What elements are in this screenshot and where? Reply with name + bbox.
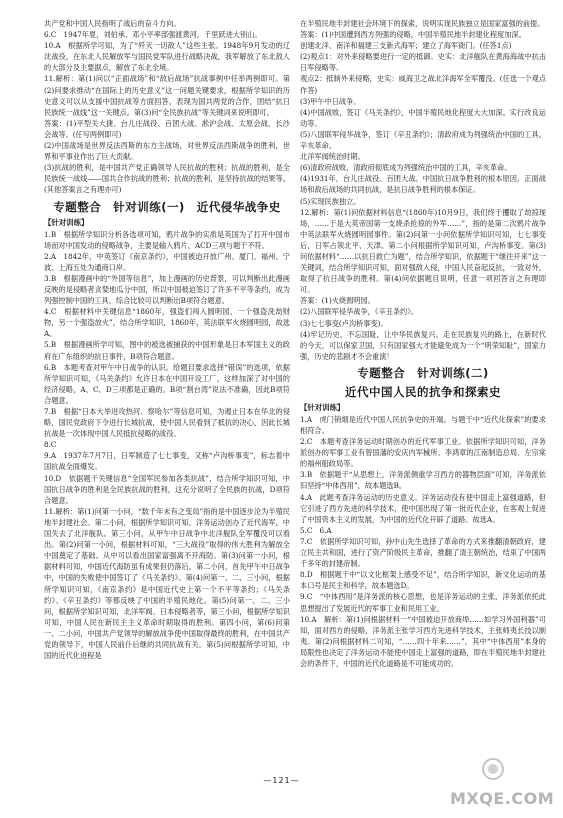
answer-paragraph: 7.C 依据所学知识可知，孙中山先生选择了革命的方式来推翻清朝政府，建立民主共和国，进行了资产阶级民主革命，推翻了清王朝统治，结束了中国两千多年的封建帝制。 bbox=[300, 536, 546, 569]
answer-paragraph: (4)1931年，台儿庄战役、百团大战。中国抗日战争胜利的根本原因，正面战场和敌后战场的共同抗战，是抗日战争胜利的根本保证。 bbox=[300, 174, 546, 195]
watermark-logo-icon bbox=[482, 758, 504, 780]
answer-paragraph: 共产党和中国人民指明了战后的奋斗方向。 bbox=[44, 19, 181, 28]
answer-paragraph: 10.A 根据所学可知，为了“歼灭一切敌人”这些主张。1948年9月发动的辽沈战役，在东北人民解放军与国民党军队进行战略决战，我军解放了东北敌人的大部分及主要据点，解放了东北全境。 bbox=[44, 41, 290, 73]
answer-paragraph: 8.C bbox=[44, 440, 57, 450]
answer-paragraph: (3)甲午中日战争。 bbox=[300, 96, 361, 106]
answer-paragraph: 6.B 本题考查对甲午中日战争的认识。给题目要求选择“错误”的选项，依据所学知识可知，《马关条约》允许日本在中国开设工厂，这样加深了对中国的经济侵略，A、C、D三项都是正确的。B项“割台湾”说法不准确，因此B项符合题意。 bbox=[44, 362, 290, 405]
answer-paragraph: (4)牢记历史，不忘国耻，让中华民族复兴。走在民族复兴的路上，在新时代的今天，可以保家卫国，只有国家强大才能避免成为一个“明荣知耻”，国家力强，历史的悲剧才不会重演！ bbox=[300, 329, 546, 361]
section-heading: 近代中国人民的抗争和探索史 bbox=[345, 384, 501, 399]
answer-paragraph: 1.A 虎门销烟是近代中国人民抗争史的开端。与题干中“近代化探索”的要求相符合。 bbox=[300, 414, 546, 435]
answer-paragraph: (2)观点1：对外来侵略要进行一定的抵御。史实：北洋舰队在黄海海战中抗击日军侵略等。 bbox=[300, 52, 546, 73]
section-heading: 专题整合 针对训练(一) 近代侵华战争史 bbox=[53, 199, 281, 214]
watermark-text: MXQE.COM bbox=[450, 789, 555, 808]
answer-paragraph: 在半殖民地半封建社会环境下的探索，说明实现民族独立是国家富强的前提。 bbox=[300, 19, 545, 28]
answer-paragraph: 1.B 根据所学知识分析各选项可知，鸦片战争的实质是英国为了打开中国市场而对中国发动的侵略战争，主要是输入鸦片，ACD三项与题干不符。 bbox=[44, 229, 290, 250]
answer-paragraph: (2)中国战场是世界反法西斯的东方主战场，对世界反法西斯战争的胜利，世界和平事业作出了巨大贡献。 bbox=[44, 141, 290, 162]
answer-paragraph: 7.B 根据“日本大举进攻热河、察哈尔”等信息可知，为遏止日本在华北的侵略，国民党政府下令进行长城抗战，使中国人民看到了抵抗的决心，因此长城抗战是一次体现中国人民抵抗侵略的战役。 bbox=[44, 407, 290, 439]
answer-paragraph: (3)七七事变(卢沟桥事变)。 bbox=[300, 318, 388, 328]
answer-paragraph: 6.C 1947年夏，刘伯承、邓小平率部强渡黄河，千里跃进大别山。 bbox=[44, 30, 262, 40]
answer-paragraph: 11.解析：第(1)问以“正面战场”和“敌后战场”抗战事例中任举两例即可。第(2)问要求推动“在国际上的历史意义”这一问题关键要求，根据所学知识的历史意义可以从支援中国抗战等方面回答，表现为国共两党的合作，团结“抗日民族统一战线”这一关键点。第(3)问“全民族抗战”等关键词来说明即可。 bbox=[44, 74, 290, 117]
answer-paragraph: 4.C 根据材料中关键信息“1860年，强盗们闯入圆明园，一个强盗洗劫财物，另一个强盗放火”，结合所学知识，1860年，英法联军火烧圆明园，故选A。 bbox=[44, 307, 290, 339]
answer-paragraph: (6)清政府战败，清政府彻底成为列强统治中国的工具，辛亥革命。 bbox=[300, 163, 512, 173]
answer-paragraph: (2)八国联军侵华战争，《辛丑条约》。 bbox=[300, 307, 418, 317]
answer-paragraph: 观点2：抵制外来侵略，史实：威海卫之战北洋海军全军覆没。(任选一个观点作答) bbox=[300, 74, 546, 95]
right-column bbox=[300, 18, 546, 669]
answer-paragraph: (3)抗战的胜利，是中国共产党正确领导人民抗战的胜利；抗战的胜利，是全民族统一战线——国共合作抗战的胜利；抗战的胜利，是坚持抗战的结果等。(其他答案言之有理亦可) bbox=[44, 163, 290, 195]
answer-paragraph: (5)实现民族独立。 bbox=[300, 196, 361, 206]
answer-paragraph: (4)中国战败，签订《马关条约》，中国半殖民地化程度大大加深。实行改良运动等。 bbox=[300, 107, 546, 128]
answer-paragraph: 答案：(1)中国遭到西方列强的侵略，中国半殖民地半封建化程度加深。 bbox=[300, 30, 526, 40]
answer-paragraph: 4.A 此题考查洋务运动的历史意义。洋务运动没有使中国走上富强道路，但它引进了西方先进的科学技术，使中国出现了第一批近代企业，在客观上促进了中国资本主义的发展，为中国的近代化开辟了道路。故选A。 bbox=[300, 492, 546, 524]
answer-paragraph: 5.C 6.A bbox=[300, 525, 332, 535]
answer-paragraph: 10.A 解析：第(1)问根据材料一“中国被迫开放商埠……如学习外国利器”可知，面对西方的侵略，洋务派主张学习西方先进科学技术，主张师夷长技以制夷。第(2)问根据材料二可知，“……四十年来……”，其中“中体西用”本身的局限性也决定了洋务运动不能使中国走上富强的道路，即在半殖民地半封建社会的条件下，中国的近代化道路是不可能成功的。 bbox=[300, 614, 546, 668]
answer-paragraph: 9.C “中体西用”是洋务派的核心思想，也是洋务运动的主张，洋务派依托此思想提出了发展近代的军事工业和民用工业。 bbox=[300, 592, 546, 613]
answer-paragraph: 9.A 1937年7月7日，日军制造了七七事变，又称“卢沟桥事变”，标志着中国抗战全面爆发。 bbox=[44, 451, 290, 472]
answer-paragraph: (5)八国联军侵华战争，签订《辛丑条约》；清政府成为列强统治中国的工具。辛亥革命。 bbox=[300, 129, 546, 151]
answer-paragraph: 答案：(1)平型关大捷、台儿庄战役、百团大战、淞沪会战、太原会战、长沙会战等。(任写两例即可) bbox=[44, 118, 290, 139]
answer-paragraph: 北洋军阀统治时期。 bbox=[300, 152, 365, 162]
answer-paragraph: 2.A 1842年，中英签订《南京条约》，中国被迫开放广州、厦门、福州、宁波、上海五处为通商口岸。 bbox=[44, 251, 290, 272]
answer-paragraph: 3.B 依据题干“从思想上，洋务派侧重学习西方的器物层面”可知，洋务派依旧坚持“中体西用”，故本题选B。 bbox=[300, 470, 546, 491]
answer-paragraph: 3.B 根据漫画中的“外国等信息”，加上漫画的历史背景，可以判断出此漫画反映的是侵略者贪婪地瓜分中国，所以中国被迫签订了许多不平等条约，成为列强控制中国的工具，综合比较可以判断出B项符合题意。 bbox=[44, 273, 290, 306]
section-heading: 专题整合 针对训练(二) bbox=[357, 365, 489, 380]
answer-paragraph: 5.B 根据漫画所学可知，图中的被选被捕获的中国形象是日本军国主义的政府在广东组织的抗日事件，B项符合题意。 bbox=[44, 340, 290, 361]
answer-paragraph: 答案：(1)火烧圆明园。 bbox=[300, 296, 375, 306]
answer-paragraph: 创建北洋、南洋和福建三支新式海军；建立了海军衙门。(任答1点) bbox=[300, 41, 512, 51]
subsection-label: 【针对训练】 bbox=[300, 402, 345, 412]
answer-paragraph: 2.C 本题考查洋务运动时期创办的近代军事工业。依据所学知识可知，洋务派创办的军事工业有曾国藩的安庆内军械所、李鸿章的江南制造总局、左宗棠的福州船政局等。 bbox=[300, 437, 546, 469]
subsection-label: 【针对训练】 bbox=[44, 217, 89, 227]
answer-paragraph: 11.解析：第(1)问第一小问，“数千年未有之变局”指的是中国逐步沦为半殖民地半封建社会。第二小问，根据所学知识可知，洋务运动创办了近代海军，中国失去了北洋舰队。第三小问，从甲午中日战争中北洋舰队全军覆没可以看出。第(2)问第一小问，根据材料可知，“三大战役”取得的伟大胜利为解放全中国奠定了基础。从中可以看出国家富强离不开海防。第(3)问第一小问，根据材料可知，中国近代海防虽有成果但仍落后。第二小问，首先甲午中日战争中，中国的失败使中国签订了《马关条约》。第(4)问第一、二、三小问，根据所学知识可知，《南京条约》是中国近代史上第一个不平等条约；《马关条约》、《辛丑条约》等都反映了中国的半殖民地化。第(5)问第一、二、三小问，根据所学知识可知，北洋军阀、日本侵略者等，第三小问，根据所学知识可知，中国人民在新民主主义革命时期取得的胜利。第四小问，第(6)问第一、二小问，中国共产党领导的解放战争使中国取得最终的胜利，在中国共产党的领导下，中国人民前仆后继的共同抗战有关。第(5)问根据所学可知，中国的近代化进程是 bbox=[44, 506, 290, 661]
page-number: —121— bbox=[263, 776, 300, 785]
answer-paragraph: 12.解析：第(1)问依据材料信息“(1860年)10月9日，我们终于攫取了劫掠现场，……于是大英帝国第一支烧杀抢掠的外军……”，指的是第二次鸦片战争中英法联军火烧圆明园事件。第(2)问第一小问依据所学知识可知，七七事变后，日军占领北平、天津。第二小问根据所学知识可知，卢沟桥事变。第(3)问依据材料“……以抗日救亡为题”，结合所学知识，依据题干“继往开来”这一关键词，结合所学知识可知，面对强敌入侵，中国人民奋起反抗，一致对外，取得了抗日战争的胜利。第(4)问依据题目说明，任意一项回答言之有理即可。 bbox=[300, 207, 546, 295]
answer-paragraph: 8.D 根据题干中“以文化框架上感受不足”，结合所学知识，新文化运动的基本口号是民主和科学，故本题选D。 bbox=[300, 570, 546, 591]
left-column bbox=[44, 18, 290, 661]
answer-paragraph: 10.D 依据题干关键信息“全国军民参加各类抗战”，结合所学知识可知，中国抗日战争的胜利是全民族抗战的胜利，这充分说明了全民族的抗战，D项符合题意。 bbox=[44, 473, 290, 505]
